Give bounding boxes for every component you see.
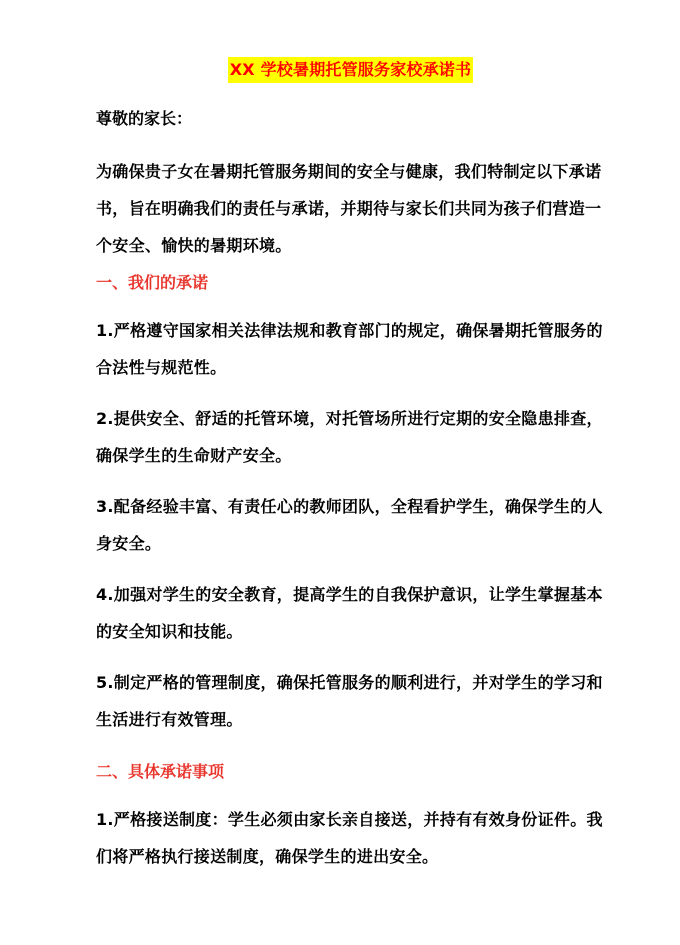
- commitment-item: 5.制定严格的管理制度，确保托管服务的顺利进行，并对学生的学习和生活进行有效管理。: [96, 673, 603, 729]
- intro-paragraph: 为确保贵子女在暑期托管服务期间的安全与健康，我们特制定以下承诺书，旨在明确我们的责任与承诺，并期待与家长们共同为孩子们营造一个安全、愉快的暑期环境。: [96, 162, 602, 255]
- commitment-item: 3.配备经验丰富、有责任心的教师团队，全程看护学生，确保学生的人身安全。: [96, 497, 603, 553]
- title-wrapper: [96, 57, 605, 83]
- commitment-item: 1.严格遵守国家相关法律法规和教育部门的规定，确保暑期托管服务的合法性与规范性。: [96, 321, 603, 377]
- specific-item: 1.严格接送制度：学生必须由家长亲自接送，并持有有效身份证件。我们将严格执行接送制度，确保学生的进出安全。: [96, 810, 603, 866]
- section-heading-commitments: 一、我们的承诺: [96, 273, 209, 292]
- commitment-item: 2.提供安全、舒适的托管环境，对托管场所进行定期的安全隐患排查，确保学生的生命财产安全。: [96, 409, 603, 465]
- greeting: 尊敬的家长：: [96, 109, 193, 128]
- document-title: XX 学校暑期托管服务家校承诺书: [228, 57, 473, 83]
- section-heading-specific-items: 二、具体承诺事项: [96, 762, 225, 781]
- commitment-item: 4.加强对学生的安全教育，提高学生的自我保护意识，让学生掌握基本的安全知识和技能。: [96, 585, 603, 641]
